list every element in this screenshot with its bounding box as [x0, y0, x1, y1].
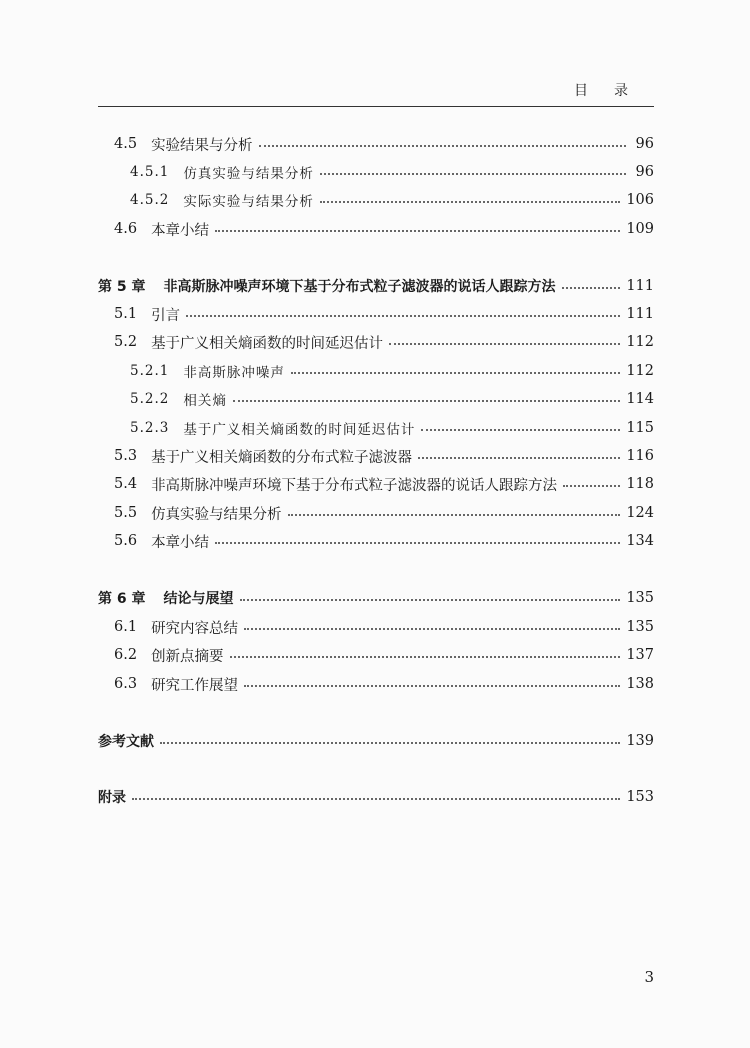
toc-entry-page: 134 [626, 533, 654, 549]
running-header-title: 目录 [574, 83, 654, 99]
toc-appendix[interactable] [98, 786, 654, 808]
toc-entry-number: 5.4 [114, 476, 138, 492]
toc-leader-dots [240, 599, 621, 601]
toc-entry-5-5[interactable] [98, 502, 654, 524]
toc-entry-5-2-2[interactable] [98, 388, 654, 410]
toc-entry-title: 研究工作展望 [151, 677, 239, 694]
toc-entry-page: 96 [635, 164, 654, 180]
toc-leader-dots [244, 628, 620, 630]
toc-entry-page: 116 [626, 448, 654, 464]
toc-leader-dots [215, 230, 620, 232]
toc-entry-number: 5.2.3 [130, 420, 170, 436]
toc-entry-page: 111 [626, 278, 654, 294]
toc-entry-5-4[interactable] [98, 473, 654, 495]
toc-entry-5-2[interactable] [98, 331, 654, 353]
toc-entry-page: 139 [626, 733, 654, 749]
toc-entry-number: 5.2.2 [130, 391, 170, 407]
toc-entry-4-5-1[interactable] [98, 161, 654, 183]
toc-entry-4-5-2[interactable] [98, 189, 654, 211]
toc-entry-number: 4.5.1 [130, 164, 170, 180]
toc-entry-title: 非高斯脉冲噪声环境下基于分布式粒子滤波器的说话人跟踪方法 [163, 279, 556, 295]
toc-entry-page: 106 [626, 192, 654, 208]
toc-entry-number: 6.3 [114, 676, 138, 692]
toc-leader-dots [233, 400, 620, 402]
toc-references[interactable] [98, 730, 654, 752]
toc-leader-dots [259, 145, 626, 147]
toc-entry-page: 135 [626, 619, 654, 635]
toc-entry-title: 参考文献 [98, 734, 154, 750]
toc-entry-title: 相关熵 [183, 393, 227, 409]
toc-entry-5-2-1[interactable] [98, 360, 654, 382]
toc-entry-title: 本章小结 [151, 222, 210, 239]
toc-entry-page: 111 [626, 306, 654, 322]
toc-entry-page: 118 [626, 476, 654, 492]
toc-entry-title: 基于广义相关熵函数的时间延迟估计 [151, 335, 384, 352]
toc-chapter-6[interactable] [98, 587, 654, 609]
toc-leader-dots [244, 685, 620, 687]
toc-entry-number: 6.1 [114, 619, 138, 635]
toc-entry-6-3[interactable] [98, 673, 654, 695]
toc-entry-5-2-3[interactable] [98, 417, 654, 439]
toc-entry-number: 5.5 [114, 505, 138, 521]
toc-entry-page: 135 [626, 590, 654, 606]
toc-entry-title: 引言 [151, 307, 181, 324]
toc-entry-title: 本章小结 [151, 534, 210, 551]
toc-leader-dots [320, 173, 626, 175]
toc-entry-number: 第 5 章 [98, 279, 146, 295]
toc-entry-title: 创新点摘要 [151, 648, 224, 665]
toc-entry-title: 实验结果与分析 [151, 137, 253, 154]
toc-entry-title: 非高斯脉冲噪声 [183, 365, 285, 381]
toc-entry-4-6[interactable] [98, 218, 654, 240]
toc-entry-number: 5.3 [114, 448, 138, 464]
toc-leader-dots [418, 457, 620, 459]
toc-leader-dots [230, 656, 621, 658]
toc-entry-page: 96 [635, 136, 654, 152]
toc-entry-number: 4.6 [114, 221, 138, 237]
toc-leader-dots [215, 542, 620, 544]
footer-page-number: 3 [644, 968, 654, 986]
toc-entry-title: 基于广义相关熵函数的分布式粒子滤波器 [151, 449, 413, 466]
toc-entry-number: 第 6 章 [98, 591, 146, 607]
toc-entry-title: 基于广义相关熵函数的时间延迟估计 [183, 422, 416, 438]
toc-leader-dots [389, 343, 620, 345]
toc-entry-page: 137 [626, 647, 654, 663]
toc-entry-title: 附录 [98, 790, 126, 806]
toc-entry-title: 仿真实验与结果分析 [183, 166, 314, 182]
toc-chapter-5[interactable] [98, 275, 654, 297]
toc-entry-title: 研究内容总结 [151, 620, 239, 637]
toc-leader-dots [291, 372, 620, 374]
toc-entry-title: 结论与展望 [163, 591, 234, 607]
toc-entry-5-3[interactable] [98, 445, 654, 467]
toc-leader-dots [132, 798, 620, 800]
toc-leader-dots [562, 287, 621, 289]
toc-leader-dots [421, 429, 620, 431]
toc-entry-title: 仿真实验与结果分析 [151, 506, 282, 523]
toc-entry-5-1[interactable] [98, 303, 654, 325]
toc-entry-number: 5.1 [114, 306, 138, 322]
toc-entry-page: 115 [626, 420, 654, 436]
toc-entry-page: 112 [626, 334, 654, 350]
toc-entry-page: 112 [626, 363, 654, 379]
toc-entry-page: 114 [626, 391, 654, 407]
toc-leader-dots [160, 742, 620, 744]
toc-leader-dots [563, 485, 620, 487]
toc-entry-4-5[interactable] [98, 133, 654, 155]
toc-entry-number: 5.2.1 [130, 363, 170, 379]
toc-entry-page: 153 [626, 789, 654, 805]
toc-entry-6-1[interactable] [98, 616, 654, 638]
toc-entry-number: 5.2 [114, 334, 138, 350]
toc-entry-number: 6.2 [114, 647, 138, 663]
toc-leader-dots [186, 315, 620, 317]
toc-entry-title: 非高斯脉冲噪声环境下基于分布式粒子滤波器的说话人跟踪方法 [151, 477, 558, 494]
toc-entry-5-6[interactable] [98, 530, 654, 552]
toc-entry-page: 124 [626, 505, 654, 521]
toc-entry-page: 138 [626, 676, 654, 692]
toc-leader-dots [320, 201, 620, 203]
toc-entry-6-2[interactable] [98, 644, 654, 666]
toc-entry-page: 109 [626, 221, 654, 237]
toc-leader-dots [288, 514, 621, 516]
toc-entry-number: 4.5 [114, 136, 138, 152]
header-rule [98, 106, 654, 107]
toc-entry-number: 5.6 [114, 533, 138, 549]
toc-entry-title: 实际实验与结果分析 [183, 194, 314, 210]
toc-entry-number: 4.5.2 [130, 192, 170, 208]
